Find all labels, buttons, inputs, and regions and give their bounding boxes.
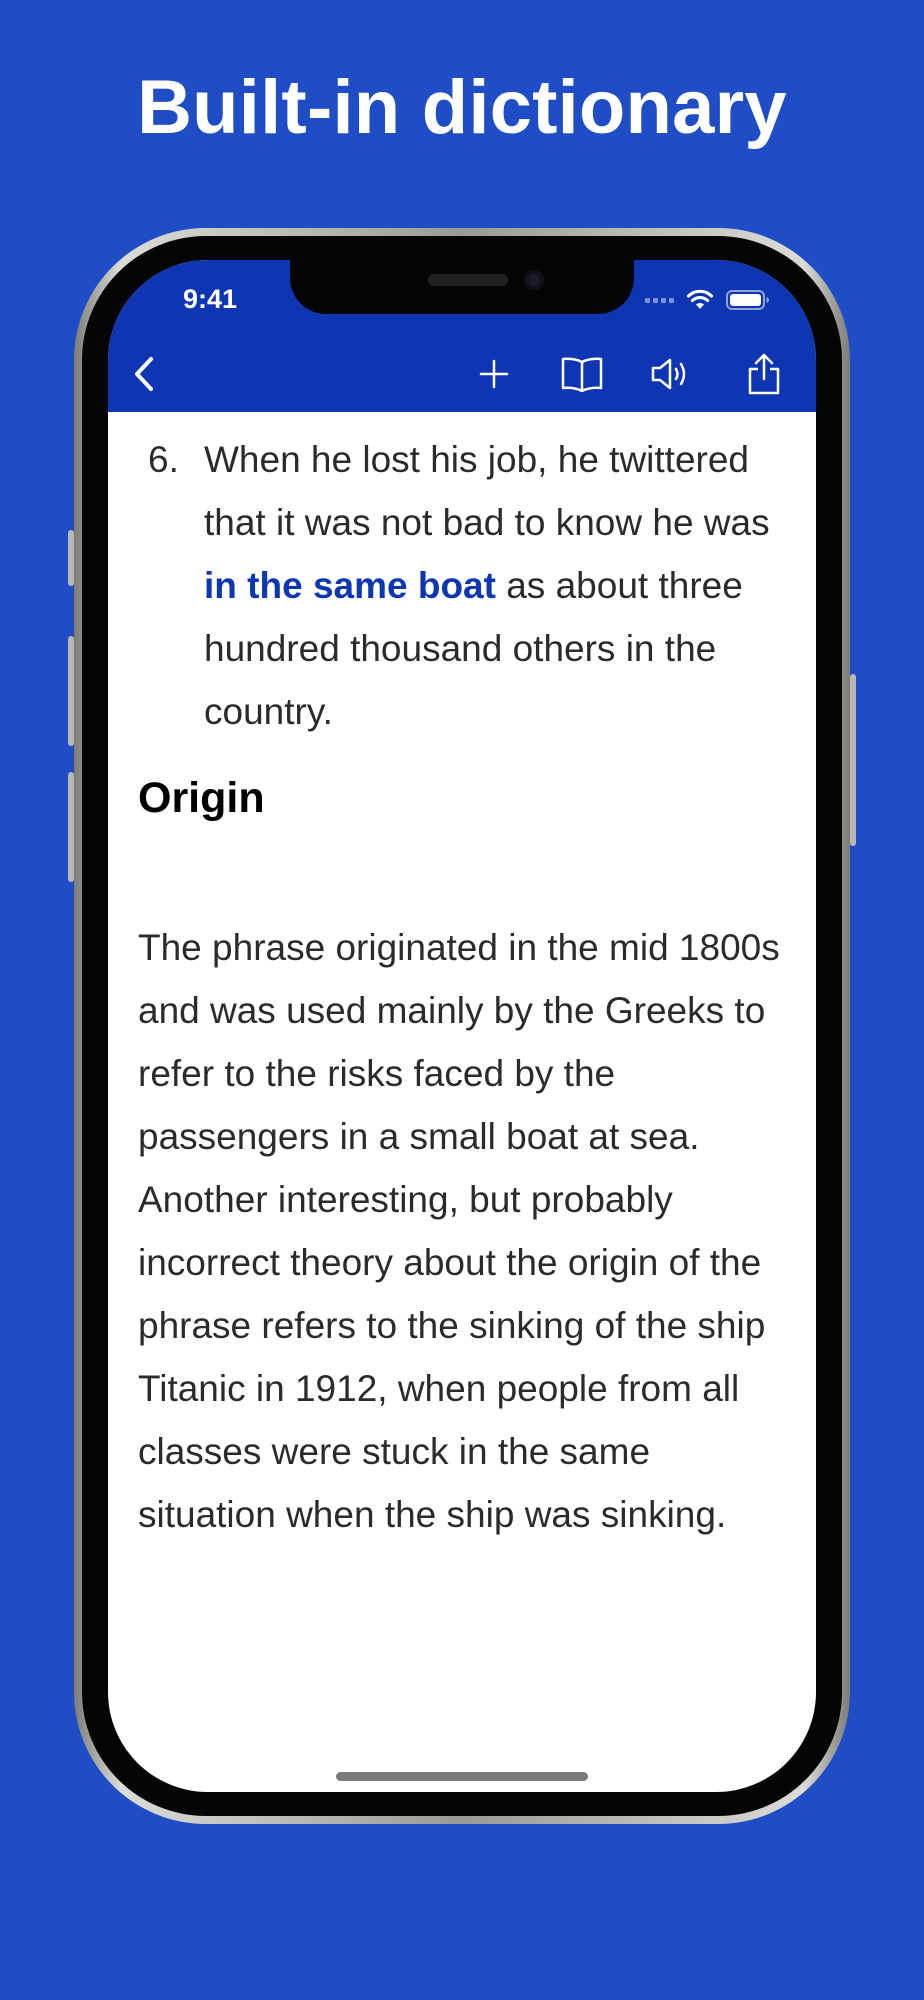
- camera-notch: [290, 260, 634, 314]
- pronounce-button[interactable]: [646, 354, 694, 394]
- status-time: 9:41: [183, 284, 238, 314]
- phone-screen: [108, 260, 816, 1792]
- share-button[interactable]: [742, 354, 786, 394]
- origin-heading: Origin: [138, 774, 265, 822]
- speaker-icon: [650, 356, 690, 392]
- example-text-after: as about three hundred thousand others in the country.: [204, 565, 743, 732]
- marketing-headline: Built-in dictionary: [137, 65, 787, 150]
- volume-down-button: [68, 772, 74, 882]
- example-text: [204, 428, 784, 743]
- dictionary-button[interactable]: [556, 354, 608, 394]
- front-camera: [524, 270, 544, 290]
- wifi-icon: [686, 289, 714, 311]
- power-button: [850, 674, 856, 846]
- share-icon: [747, 353, 781, 395]
- back-button[interactable]: [124, 354, 164, 394]
- example-number: 6.: [148, 439, 179, 480]
- add-button[interactable]: [472, 354, 516, 394]
- example-text-before: When he lost his job, he twittered that it was not bad to know he was: [204, 439, 770, 543]
- status-icons: [645, 288, 770, 312]
- origin-body: The phrase originated in the mid 1800s and was used mainly by the Greeks to refer to the risks faced by the passengers in a small boat at sea. Another interesting, but probably incorrect theory about the origin of the phrase refers to the sinking of the ship Titanic in 1912, when people from all classes were stuck in the same situation when the ship was sinking.: [138, 927, 780, 1535]
- cellular-signal-icon: [645, 298, 674, 303]
- home-indicator[interactable]: [336, 1772, 588, 1781]
- volume-up-button: [68, 636, 74, 746]
- example-phrase-link[interactable]: in the same boat: [204, 565, 496, 606]
- app-navigation-bar: [108, 260, 816, 412]
- battery-icon: [726, 289, 770, 311]
- silent-switch: [68, 530, 74, 586]
- earpiece-speaker: [428, 274, 508, 286]
- back-chevron-icon: [133, 356, 155, 392]
- book-icon: [560, 356, 604, 392]
- plus-icon: [479, 359, 509, 389]
